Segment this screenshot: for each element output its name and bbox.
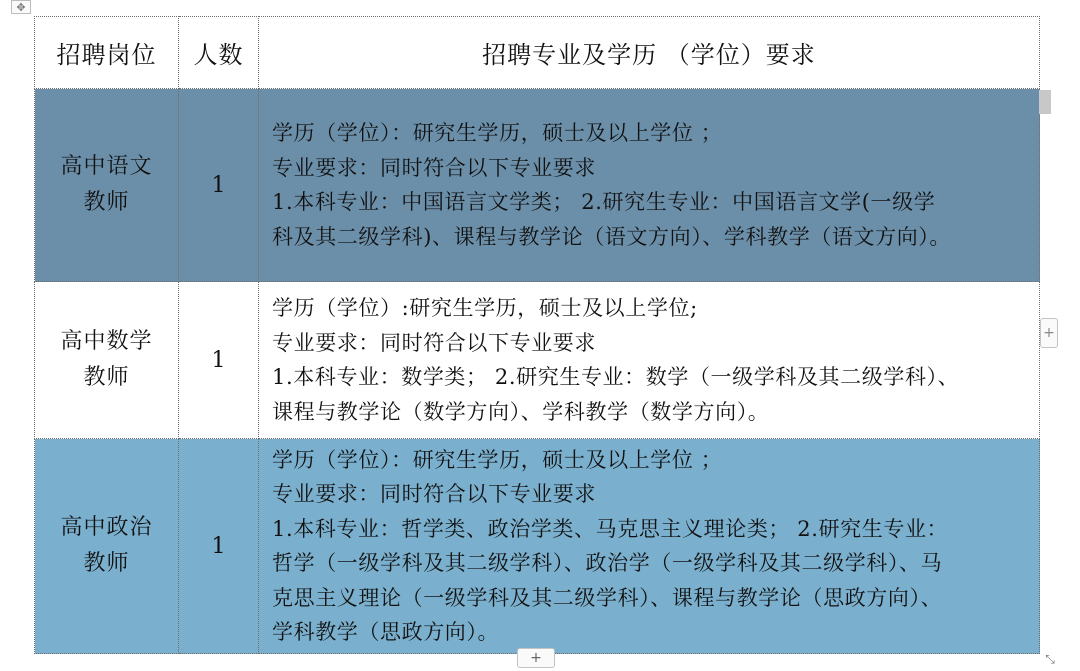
position-line: 教师: [83, 551, 130, 576]
add-row-button[interactable]: +: [1040, 318, 1058, 348]
position-cell[interactable]: [35, 89, 179, 282]
position-line: 教师: [83, 365, 130, 390]
table-row: [35, 439, 1040, 654]
table-row: [35, 282, 1040, 439]
position-line: 高中语文: [60, 154, 153, 179]
position-cell[interactable]: [35, 439, 179, 654]
requirement-line: 哲学（一级学科及其二级学科）、政治学（一级学科及其二级学科）、马: [272, 551, 943, 575]
requirements-cell[interactable]: [259, 89, 1040, 282]
count-cell[interactable]: 1: [179, 89, 259, 282]
requirement-line: 学科教学（思政方向）。: [272, 620, 500, 644]
count-cell[interactable]: 1: [179, 282, 259, 439]
header-requirements: 招聘专业及学历 （学位）要求: [259, 17, 1040, 89]
requirement-line: 学历（学位）:研究生学历，硕士及以上学位;: [272, 296, 698, 320]
requirement-line: 专业要求：同时符合以下专业要求: [272, 482, 596, 506]
header-count: 人数: [179, 17, 259, 89]
add-column-button[interactable]: +: [517, 648, 555, 668]
table-resize-icon[interactable]: ⤡: [1045, 652, 1055, 666]
requirements-cell[interactable]: [259, 439, 1040, 654]
count-cell[interactable]: 1: [179, 439, 259, 654]
recruitment-table: [34, 16, 1040, 654]
position-line: 高中政治: [60, 515, 153, 540]
requirement-line: 学历（学位）：研究生学历，硕士及以上学位 ；: [272, 121, 723, 145]
requirement-line: 专业要求：同时符合以下专业要求: [272, 330, 596, 355]
requirement-line: 1.本科专业：哲学类、政治学类、马克思主义理论类； 2.研究生专业：: [272, 516, 949, 541]
table-move-handle-icon[interactable]: ✥: [11, 0, 31, 14]
requirement-line: 1.本科专业：中国语言文学类； 2.研究生专业：中国语言文学(一级学: [272, 190, 936, 214]
requirement-line: 科及其二级学科)、课程与教学论（语文方向）、学科教学（语文方向）。: [272, 224, 951, 249]
scrollbar-thumb[interactable]: [1039, 90, 1051, 114]
position-line: 教师: [83, 190, 130, 215]
table-header-row: [35, 17, 1040, 89]
requirement-line: 1.本科专业：数学类； 2.研究生专业：数学（一级学科及其二级学科）、: [272, 365, 960, 389]
requirement-line: 课程与教学论（数学方向）、学科教学（数学方向）。: [272, 399, 770, 424]
requirement-line: 克思主义理论（一级学科及其二级学科）、课程与教学论（思政方向）、: [272, 585, 943, 610]
position-cell[interactable]: [35, 282, 179, 439]
table-row: [35, 89, 1040, 282]
requirement-line: 学历（学位）：研究生学历，硕士及以上学位 ；: [272, 447, 723, 472]
header-position: 招聘岗位: [35, 17, 179, 89]
position-line: 高中数学: [60, 329, 153, 354]
requirement-line: 专业要求：同时符合以下专业要求: [272, 155, 596, 180]
requirements-cell[interactable]: [259, 282, 1040, 439]
